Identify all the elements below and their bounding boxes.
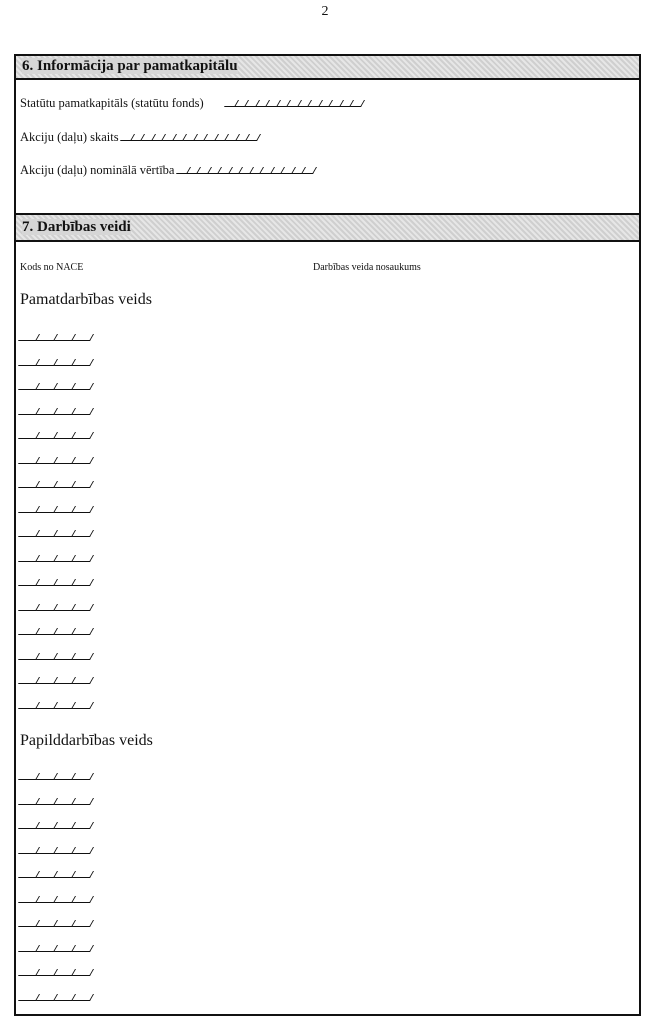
share-capital-input[interactable] xyxy=(226,100,363,107)
primary-activity-code-input[interactable] xyxy=(20,432,92,439)
primary-activity-code-input[interactable] xyxy=(20,579,92,586)
primary-activity-code-input[interactable] xyxy=(20,457,92,464)
slot-segment xyxy=(72,604,94,611)
primary-activity-code-input[interactable] xyxy=(20,334,92,341)
primary-activity-code-input[interactable] xyxy=(20,506,92,513)
primary-activity-code-input[interactable] xyxy=(20,359,92,366)
slot-segment xyxy=(72,798,94,805)
section-6-title: 6. Informācija par pamatkapitālu xyxy=(22,58,238,74)
field-share-count[interactable] xyxy=(20,130,258,145)
primary-activity-code-input[interactable] xyxy=(20,383,92,390)
secondary-activity-code-input[interactable] xyxy=(20,994,92,1001)
slot-segment xyxy=(72,481,94,488)
primary-activity-code-input[interactable] xyxy=(20,481,92,488)
field-nominal-value[interactable] xyxy=(20,163,314,178)
primary-activity-code-input[interactable] xyxy=(20,653,92,660)
field-label: Akciju (daļu) nominālā vērtība xyxy=(20,163,175,177)
slot-segment xyxy=(72,457,94,464)
slot-segment xyxy=(72,871,94,878)
slot-segment xyxy=(246,134,261,141)
secondary-activity-code-input[interactable] xyxy=(20,773,92,780)
primary-activity-code-input[interactable] xyxy=(20,677,92,684)
slot-segment xyxy=(72,702,94,709)
section-7-title: 7. Darbības veidi xyxy=(22,219,131,235)
slot-segment xyxy=(72,383,94,390)
share-count-input[interactable] xyxy=(122,134,259,141)
primary-activity-code-input[interactable] xyxy=(20,604,92,611)
slot-segment xyxy=(72,969,94,976)
secondary-activity-code-input[interactable] xyxy=(20,969,92,976)
slot-segment xyxy=(72,359,94,366)
secondary-activity-heading: Papilddarbības veids xyxy=(20,732,153,749)
secondary-activity-code-input[interactable] xyxy=(20,945,92,952)
primary-activity-code-input[interactable] xyxy=(20,628,92,635)
slot-segment xyxy=(72,432,94,439)
primary-activity-code-input[interactable] xyxy=(20,702,92,709)
slot-segment xyxy=(72,920,94,927)
primary-activity-code-input[interactable] xyxy=(20,555,92,562)
section-7-header xyxy=(16,215,639,242)
slot-segment xyxy=(72,677,94,684)
secondary-activity-code-input[interactable] xyxy=(20,798,92,805)
slot-segment xyxy=(72,408,94,415)
primary-activity-code-input[interactable] xyxy=(20,530,92,537)
slot-segment xyxy=(72,334,94,341)
secondary-activity-code-input[interactable] xyxy=(20,847,92,854)
primary-activity-heading: Pamatdarbības veids xyxy=(20,291,152,308)
slot-segment xyxy=(72,994,94,1001)
slot-segment xyxy=(72,506,94,513)
secondary-activity-code-input[interactable] xyxy=(20,896,92,903)
field-label: Statūtu pamatkapitāls (statūtu fonds) xyxy=(20,96,204,110)
slot-segment xyxy=(72,579,94,586)
slot-segment xyxy=(72,628,94,635)
page-number: 2 xyxy=(321,4,329,19)
slot-segment xyxy=(72,945,94,952)
secondary-activity-code-input[interactable] xyxy=(20,920,92,927)
column-header-name: Darbības veida nosaukums xyxy=(313,262,421,273)
field-share-capital[interactable] xyxy=(20,96,362,111)
slot-segment xyxy=(72,773,94,780)
secondary-activity-code-input[interactable] xyxy=(20,822,92,829)
section-7-box xyxy=(14,213,641,1016)
primary-activity-code-input[interactable] xyxy=(20,408,92,415)
slot-segment xyxy=(72,822,94,829)
column-header-code: Kods no NACE xyxy=(20,262,84,273)
field-label: Akciju (daļu) skaits xyxy=(20,130,119,144)
nominal-value-input[interactable] xyxy=(178,167,315,174)
slot-segment xyxy=(72,896,94,903)
slot-segment xyxy=(72,653,94,660)
slot-segment xyxy=(72,530,94,537)
slot-segment xyxy=(72,555,94,562)
secondary-activity-code-input[interactable] xyxy=(20,871,92,878)
section-6-header xyxy=(16,56,639,80)
slot-segment xyxy=(72,847,94,854)
